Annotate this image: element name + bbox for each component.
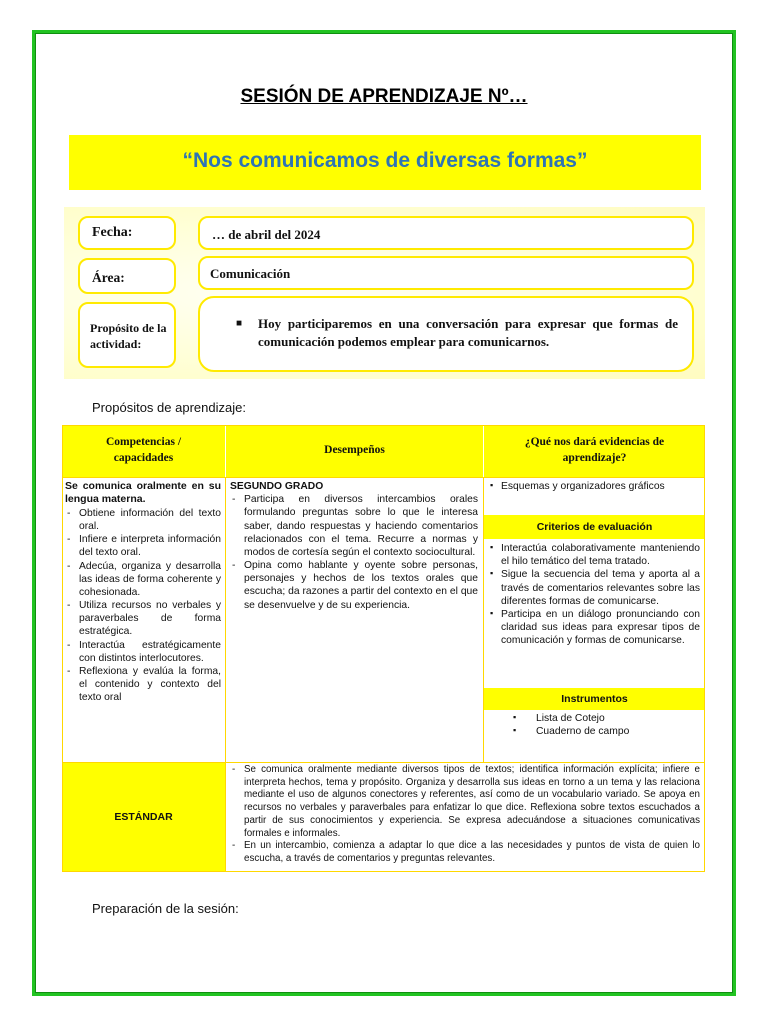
table-row-divider bbox=[62, 477, 705, 478]
preparacion-label: Preparación de la sesión: bbox=[92, 901, 239, 916]
area-label: Área: bbox=[92, 270, 125, 285]
estandar-label: ESTÁNDAR bbox=[62, 762, 225, 872]
capacidad-item: - Adecúa, organiza y desarrolla las ideas de forma coherente y cohesionada. bbox=[65, 560, 221, 600]
estandar-item: - En un intercambio, comienza a adaptar lo que dice a las necesidades y puntos de vista de quien lo escucha, a través de comentarios y preguntas relevantes. bbox=[230, 840, 700, 865]
instrumentos-list bbox=[512, 712, 692, 738]
document-title: SESIÓN DE APRENDIZAJE Nº… bbox=[240, 86, 528, 107]
header-competencias: Competencias / capacidades bbox=[62, 425, 225, 477]
criterios-list bbox=[489, 542, 700, 647]
header-evidencias: ¿Qué nos dará evidencias de aprendizaje? bbox=[484, 425, 705, 477]
instrumentos-cell bbox=[512, 712, 692, 757]
area-value: Comunicación bbox=[210, 266, 291, 281]
proposito-value: Hoy participaremos en una conversación para expresar que formas de comunicación podemos emplear para comunicarnos. bbox=[258, 316, 678, 349]
desempenos-cell bbox=[230, 480, 478, 762]
proposito-label-box bbox=[78, 302, 176, 368]
capacidad-item: - Reflexiona y evalúa la forma, el contenido y contexto del texto oral bbox=[65, 665, 221, 705]
table-border-right bbox=[704, 425, 705, 872]
desempenos-list bbox=[230, 493, 478, 612]
fecha-label: Fecha: bbox=[92, 225, 133, 240]
criterio-item: ▪ Interactúa colaborativamente manteniendo el hilo temático del tema tratado. bbox=[489, 542, 700, 568]
instrumento-item: ▪ Cuaderno de campo bbox=[512, 725, 692, 738]
desempeno-item: - Opina como hablante y oyente sobre personas, personajes y hechos de los textos orales que escucha; da razones a partir del contexto en el que se desenvuelve y de su experiencia. bbox=[230, 559, 478, 612]
capacidad-item: - Interactúa estratégicamente con distintos interlocutores. bbox=[65, 639, 221, 665]
estandar-cell bbox=[230, 764, 700, 870]
learning-purposes-table bbox=[62, 425, 705, 872]
criterio-item: ▪ Participa en un diálogo pronunciando con claridad sus ideas para expresar tipos de comunicación y formas de comunicarse. bbox=[489, 608, 700, 648]
capacidades-list bbox=[65, 507, 221, 705]
header-desempenos: Desempeños bbox=[226, 425, 483, 477]
table-col-divider bbox=[483, 477, 484, 762]
session-title-banner bbox=[69, 135, 701, 190]
table-row-divider bbox=[62, 762, 705, 763]
competencias-cell bbox=[65, 480, 221, 762]
criterios-cell bbox=[489, 542, 700, 687]
desempeno-item: - Participa en diversos intercambios orales formulando preguntas sobre lo que le interesa saber, dando respuestas y haciendo comentarios relacionados con el tema. Recurre a normas y modos de cortesía según el contexto sociocultural. bbox=[230, 493, 478, 559]
evidencia-item: ▪ Esquemas y organizadores gráficos bbox=[489, 480, 701, 493]
fecha-value: … de abril del 2024 bbox=[212, 227, 321, 242]
capacidad-item: - Obtiene información del texto oral. bbox=[65, 507, 221, 533]
table-border-top bbox=[62, 425, 705, 426]
session-info-panel bbox=[64, 207, 705, 379]
instrumentos-header: Instrumentos bbox=[484, 688, 705, 710]
estandar-item: - Se comunica oralmente mediante diversos tipos de textos; identifica información explícita; infiere e interpreta hechos, tema y propósito. Organiza y desarrolla sus ideas en torno a un tema y las relaciona mediante el uso de algunos conectores y referentes, así como de un vocabulario variado. Se apoya en recursos no verbales y paraverbales para enfatizar lo que dice. Reflexiona sobre textos escuchados a partir de sus conocimientos y experiencia. Se expresa adecuándose a situaciones comunicativas formales e informales. bbox=[230, 764, 700, 840]
capacidad-item: - Utiliza recursos no verbales y paraverbales de forma estratégica. bbox=[65, 599, 221, 639]
criterio-item: ▪ Sigue la secuencia del tema y aporta al a través de comentarios relevantes sobre las diferentes formas de comunicarse. bbox=[489, 568, 700, 608]
fecha-value-box bbox=[198, 216, 694, 250]
session-title: “Nos comunicamos de diversas formas” bbox=[182, 149, 588, 172]
proposito-label: Propósito de la actividad: bbox=[90, 321, 167, 352]
table-border-left bbox=[62, 425, 63, 872]
instrumento-item: ▪ Lista de Cotejo bbox=[512, 712, 692, 725]
competencia-title: Se comunica oralmente en su lengua materna. bbox=[65, 480, 221, 506]
grado-label: SEGUNDO GRADO bbox=[230, 481, 324, 492]
area-value-box bbox=[198, 256, 694, 290]
propositos-aprendizaje-label: Propósitos de aprendizaje: bbox=[92, 400, 246, 415]
fecha-label-box bbox=[78, 216, 176, 250]
evidencia-cell bbox=[489, 480, 701, 510]
estandar-list bbox=[230, 764, 700, 866]
criterios-header: Criterios de evaluación bbox=[484, 515, 705, 539]
area-label-box bbox=[78, 258, 176, 294]
proposito-value-box bbox=[198, 296, 694, 372]
table-border-bottom bbox=[62, 871, 705, 872]
capacidad-item: - Infiere e interpreta información del texto oral. bbox=[65, 533, 221, 559]
table-col-divider bbox=[225, 477, 226, 872]
proposito-bullet-icon: ■ bbox=[236, 318, 243, 329]
